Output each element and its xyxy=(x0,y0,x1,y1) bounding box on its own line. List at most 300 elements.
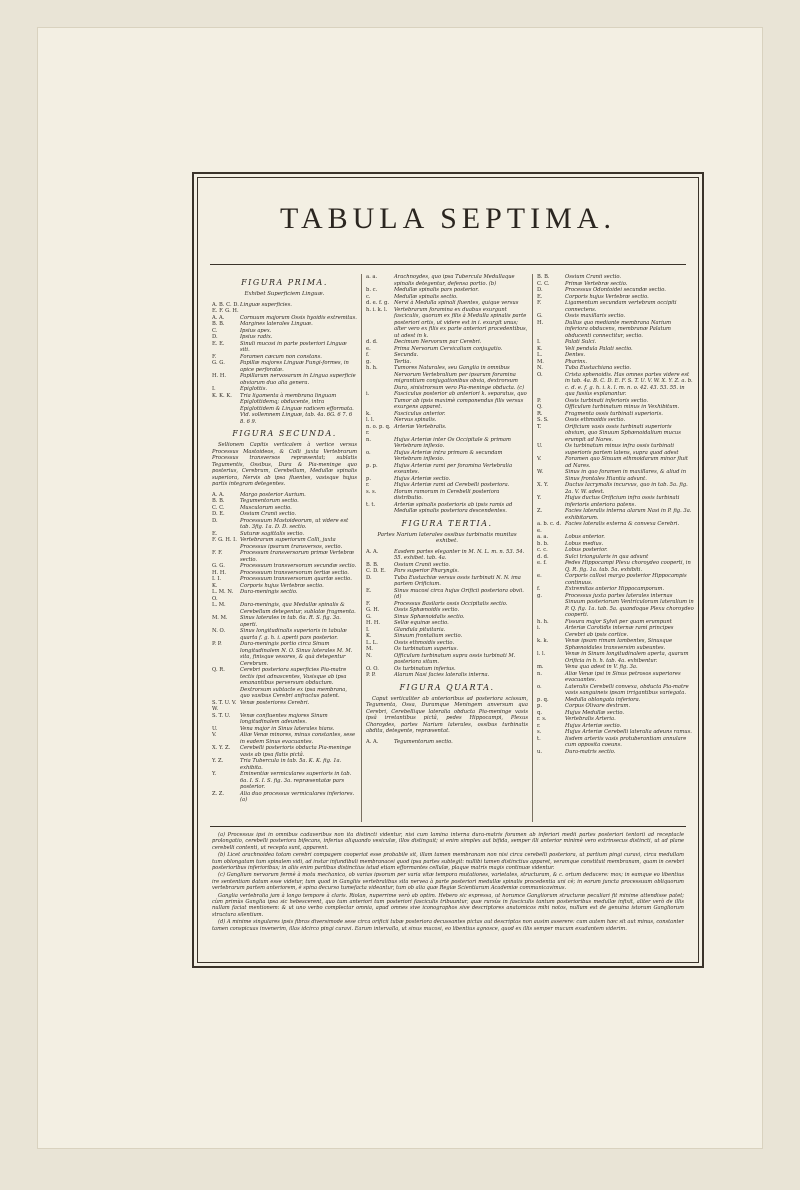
legend-text: Margines laterales Linguæ. xyxy=(240,321,313,328)
legend-text: Arteriæ spinalis posterioris ab ipsis ramis ad Medullæ spinalis posteriora descendentes. xyxy=(394,501,513,514)
legend-text: Arteriæ Vertebralis. xyxy=(394,423,447,430)
legend-key: B. B. xyxy=(537,274,550,280)
legend-key: g. xyxy=(537,592,542,599)
legend-entry xyxy=(366,463,528,476)
legend-text: Hujus ductus Orificium infra ossis turbinati inferioris anteriora patens. xyxy=(565,495,680,508)
legend-text: Tumores Naturales, seu Ganglia in omnibus Nervorum Vertebralium per ipsarum foramina migrantium conjugationibus obvia, dextrorsum Dura, sinistrorsum vero Pia-meninge obducta. (c) xyxy=(394,365,525,391)
figura-secunda-legend-continued xyxy=(366,274,528,515)
legend-key: W. xyxy=(537,469,544,475)
legend-text: Facies lateralis externa & convexa Cerebri. xyxy=(565,521,680,527)
legend-text: Ossis ethmoidis sectio. xyxy=(565,417,626,423)
legend-entry xyxy=(212,373,357,386)
legend-text: Dentes. xyxy=(565,352,586,358)
legend-key: H. H. xyxy=(212,373,226,380)
legend-text: Dura-meningis, qua Medullæ spinalis & Cerebellum detegentur, sublatæ fragmenta. xyxy=(240,602,356,615)
footnote-paragraph: Ganglia vertebralia jam à longo tempore à claris. Riolan, nuperrime verò ab optim. Hebero sic expressa, ut horumce Gangliorum structuræ peculiari fit minime attendisse patet; cùm primùs Ganglia ipsa sic hebescerent, quo tum anteriori tum posteriori fasciculis tribuuntur, quæ rursùs in fasciculis tantum posterioribus medullæ infixit, aliter verò de illis nullam faciat mentionem: & ut uno verbo complectar omnia, apud omnes sive iconographos sive descriptores anatomicos mihi notos, nullum est de genuina istorum Gangliorum structura silentium. xyxy=(212,892,684,918)
legend-text: Officulum turbinatum minus in Vexhibitum. xyxy=(565,404,680,410)
legend-key: n. xyxy=(537,670,542,677)
legend-entry xyxy=(537,320,694,340)
legend-text: Medulla oblongata inferiora. xyxy=(565,696,641,703)
legend-key: e. xyxy=(537,573,542,579)
legend-key: h. h. xyxy=(537,618,549,625)
legend-entry xyxy=(537,684,694,697)
legend-text: Ossis Sphænoidis sectio. xyxy=(394,607,460,614)
legend-key: p. q. xyxy=(537,696,549,703)
legend-entry xyxy=(366,437,528,450)
footnote-paragraph: (b) Licet arachnoidea totam cerebri compagem cooperiat esse probabile sit, illam tamen membranam non nisi circa cerebelli posteriora, ut partium pingi curavi, circa medullam tum oblongatam tum spinalem vidi, ad instar infundibuli membranacei quod ipsa partes subtegit: nullibi tamen distinctius apparet, veramque constituit membranam, quam in cerebri posterioribus inferioribus; in aliis enim partibus distinctius istud etiam efformantes cellulæ, plaque matris magis continuæ videntur. xyxy=(212,852,684,872)
legend-text: Tria Tubercula in tab. 5a. K. K. fig. 1a. exhibita. xyxy=(240,758,342,771)
legend-text: Venæ in Sinum longitudinalem aperta, quarum Orificia in h. h. tab. 4a. exhibentur. xyxy=(565,651,689,664)
legend-text: Crista sphenoidis. Has omnes partes videre est in tab. 4a. B. C. D. E. F. S. T. U. V. W. X. Y. Z. a. b. c. d. e. f. g. h. i. k. l. m. n. o. 42. 43. 53. 55. in qua fusiùs explanantur. xyxy=(565,371,693,397)
legend-entry xyxy=(537,573,694,586)
legend-key: Y. xyxy=(537,495,542,501)
legend-text: Hujus Medullæ sectio. xyxy=(565,709,625,716)
legend-entry xyxy=(366,739,528,746)
legend-key: X. Y. xyxy=(537,482,549,488)
legend-text: Dura-matris sectio. xyxy=(565,748,616,755)
footnotes xyxy=(212,832,684,952)
legend-key: n. o. p. q. r. xyxy=(366,423,391,436)
legend-key: c. c. xyxy=(537,547,548,553)
legend-key: M. xyxy=(366,646,373,653)
legend-key: N. xyxy=(366,652,372,659)
legend-key: A. A. xyxy=(212,491,225,498)
legend-text: Papillæ majores Linguæ Fungi-formes, in apice perforatæ. xyxy=(240,360,349,373)
legend-key: p. p. xyxy=(366,462,378,469)
legend-text: Tuba Eustachiana sectio. xyxy=(565,365,631,371)
legend-text: Tertia. xyxy=(394,358,412,365)
legend-key: A. A. xyxy=(366,738,379,745)
legend-text: Sinuli mucosi in parte posteriori Linguæ siti. xyxy=(240,340,347,354)
figura-prima-legend xyxy=(212,302,357,426)
legend-key: C. C. xyxy=(212,504,225,511)
legend-text: Ductus lacrymalis incurvus, quo in tab. 5a. fig. 2a. V. W. adest. xyxy=(565,482,688,495)
legend-entry xyxy=(537,638,694,651)
legend-key: O. xyxy=(537,371,543,378)
legend-text: Lateralis Cerebelli convexa, obducta Pia-matre vasis sanguineis ipsam irrigantibus variegata. xyxy=(565,683,689,696)
legend-text: Sinus in quo foramen in maxillares, & aliud in Sinus frontales Hiantia adsunt. xyxy=(565,469,687,482)
legend-key: C. C. xyxy=(537,280,550,287)
legend-key: N. xyxy=(537,365,543,371)
legend-key: d. e. f. g. h. i. k. l. xyxy=(366,300,389,313)
legend-key: r. xyxy=(366,482,370,488)
legend-text: Vertebrarum superiorum Colli, juxta Processus ipsarum transversos, sectio. xyxy=(240,537,343,550)
legend-text: Tuba Eustachiæ versus ossis turbinati N. N. ima partem Orificium. xyxy=(394,574,521,588)
legend-entry xyxy=(366,653,528,666)
legend-text: Sinuum frontalium sectio. xyxy=(394,633,463,640)
legend-text: Processus Basilaris ossis Occipitalis sectio. xyxy=(394,600,508,607)
legend-text: Processus Odontoidei secundæ sectio. xyxy=(565,287,666,293)
plate-frame xyxy=(192,172,704,968)
legend-text: Sulci triangularis in qua adsunt xyxy=(565,553,649,560)
legend-key: Q. R. xyxy=(212,667,225,674)
legend-entry xyxy=(212,791,357,804)
legend-key: m. xyxy=(537,664,544,670)
legend-key: l. l. xyxy=(366,417,375,423)
legend-text: Cerebri posteriora superficies Pia-matre tectis ipsi adnascentes, Vasisque ab ipsa emanantibus perversum obductum. Dextrorsum subtacte ex ipsa membrana, quo vasibus Cerebri anfractus patent. xyxy=(240,667,348,700)
legend-key: Y. Z. xyxy=(212,758,224,765)
legend-text: Sinus longitudinalis superioris in tabulæ quarta f. g. h. i. aperti pars posterior. xyxy=(240,628,347,641)
legend-text: Arachnoydes, quo ipsa Tubercula Medullaque spinalis detegentur, defensa portio. (b) xyxy=(394,274,515,287)
legend-entry xyxy=(212,393,357,426)
legend-text: Hujus Arteriæ sectio. xyxy=(394,475,451,482)
legend-key: D. E. xyxy=(212,511,225,518)
legend-text: Alarum Nasi facies lateralis interna. xyxy=(394,672,490,679)
legend-text: Processuum transversorum secundæ sectio. xyxy=(240,563,357,570)
legend-entry xyxy=(366,588,528,601)
legend-key: X. Y. Z. xyxy=(212,745,231,752)
legend-key: T. xyxy=(537,423,542,430)
legend-text: Hujus Arteriæ Cerebelli lateralia adeuns ramus. xyxy=(565,729,692,735)
legend-text: Lobus posterior. xyxy=(565,547,608,553)
legend-key: b. c. xyxy=(366,287,378,293)
legend-key: I. xyxy=(366,626,370,633)
legend-text: Ossium Cranii sectio. xyxy=(565,274,622,280)
legend-text: Palati Sulci. xyxy=(565,339,597,345)
legend-key: B. B. xyxy=(212,498,225,505)
legend-entry xyxy=(366,502,528,515)
legend-key: H. H. xyxy=(366,620,380,627)
legend-key: K. xyxy=(537,345,543,352)
legend-text: Veli pendula Palati sectio. xyxy=(565,345,633,352)
legend-entry xyxy=(366,575,528,588)
legend-text: Hujus Arteriæ rami per foramina Vertebralia exeuntes. xyxy=(394,462,513,475)
legend-text: Tegumentorum sectio. xyxy=(240,498,299,505)
figura-prima-heading: FIGURA PRIMA. xyxy=(241,278,328,287)
legend-entry xyxy=(537,424,694,444)
legend-entry xyxy=(537,651,694,664)
legend-key: V. xyxy=(212,732,217,739)
legend-key: L. M. N. O. xyxy=(212,589,234,602)
legend-text: Facies lateralis interna alarum Nasi in P. fig. 3a. exhibitarum. xyxy=(565,508,692,521)
legend-text: Processus juxta partes laterales internas Sinuum posteriorum Ventriculorum lateralium in P. Q. fig. 1a. tab. 5a. quandoque Plexu choroydeo cooperti. xyxy=(565,592,694,618)
legend-text: Secunda. xyxy=(394,352,419,358)
legend-key: o. xyxy=(537,683,542,690)
legend-key: Z. xyxy=(537,508,543,514)
legend-text: Suturæ sagittalis sectio. xyxy=(240,530,305,537)
legend-key: a. a. xyxy=(537,534,549,540)
legend-key: r. s. xyxy=(537,716,547,722)
legend-text: Os turbinatum superius. xyxy=(394,646,459,653)
legend-text: Hujus Arteriæ sectio. xyxy=(565,722,622,729)
legend-key: I. xyxy=(537,339,541,345)
legend-entry xyxy=(537,625,694,638)
legend-text: Sinus laterales in tab. 6a. R. S. fig. 3a. aperti. xyxy=(240,615,341,628)
legend-text: Fragmenta ossis turbinati superioris. xyxy=(565,410,663,417)
legend-key: e. xyxy=(366,345,371,352)
legend-key: V. xyxy=(537,456,542,462)
legend-entry xyxy=(366,549,528,562)
column-divider xyxy=(361,274,362,822)
legend-text: Sellæ equinæ sectio. xyxy=(394,620,449,627)
legend-text: Linguæ superficies. xyxy=(240,301,292,308)
legend-entry xyxy=(212,302,357,315)
legend-key: F. xyxy=(537,300,542,306)
figura-secunda-intro: Sellionem Capitis verticalem à vertice versus Processus Mastoideos, & Colli juxta Vertebrarum Processus transversos repræsentat; sublatis Tegumentis, Ossibus, Dura & Pia-meninge quo posterius, Cerebrum, Cerebellum, Medullæ spinalis superiora, Nervis ab ipsa fluentes, vasisque hujus partis integram detegentes. xyxy=(212,442,357,488)
figura-quarta-legend xyxy=(366,739,528,746)
legend-key: a. a. xyxy=(366,274,378,280)
figura-tertia-heading: FIGURA TERTIA. xyxy=(401,518,493,528)
title-rule xyxy=(210,264,686,265)
legend-key: U. xyxy=(537,443,543,449)
legend-text: Nervus spinalis. xyxy=(394,417,437,423)
legend-text: Fissura major Sylvii per quam erumpunt xyxy=(565,618,672,625)
legend-key: q. xyxy=(537,709,542,716)
legend-entry xyxy=(212,615,357,628)
legend-key: S. S. xyxy=(537,417,549,423)
legend-text: Fasciculus anterior. xyxy=(394,410,446,417)
legend-text: Nervi à Medulla spinali fluentes, quique versus Vertebrarum foramina ex duabus exurgunt fasciculis, quorum ex filis à Medulla spinalis parte posteriori ortis, ut videre est in i. exurgit unus; alter vero ex filis ex parte anteriori procedentibus, ut adest in k. xyxy=(394,300,528,339)
legend-key: A. A. xyxy=(366,548,379,555)
plate-title: TABULA SEPTIMA. xyxy=(280,202,616,235)
legend-key: H. xyxy=(537,319,544,326)
legend-text: Venæ ipsam rimam lambentes, Sinusque Sphænoidales transversim subeuntes. xyxy=(565,638,673,651)
legend-text: Ligamentum secundam vertebram occipiti connectens. xyxy=(565,300,677,313)
legend-text: Venæ confluentes majores Sinum longitudinalem adeuntes. xyxy=(240,712,328,726)
legend-text: Medullæ spinalis pars posterior. xyxy=(394,287,479,293)
legend-text: Cerebelli posterioris obducta Pia-meninge vasis ab ipsa flatis pictâ. xyxy=(240,745,352,758)
legend-entry xyxy=(537,372,694,398)
legend-text: Corpus Olivare dextrum. xyxy=(565,703,631,709)
figura-quarta-heading: FIGURA QUARTA. xyxy=(399,682,495,692)
legend-key: e. f. xyxy=(537,560,547,566)
legend-text: Aliæ Venæ minores, minus constantes, sese in eadem Sinus evacuantes. xyxy=(240,732,356,745)
legend-key: E. xyxy=(366,587,372,594)
legend-text: Ossium Cranii sectio. xyxy=(394,561,451,568)
legend-text: Aliæ Venæ ipsi in Sinus petrosos superiores evacuantes. xyxy=(565,670,681,683)
legend-text: Venæ posteriores Cerebri. xyxy=(240,699,310,706)
legend-text: Glandula pituitaria. xyxy=(394,626,446,633)
legend-text: Arteriæ Carotidis internæ rami principes Cerebri ab ipsis cortice. xyxy=(565,625,674,638)
legend-entry xyxy=(212,713,357,726)
legend-key: r. xyxy=(537,722,541,729)
legend-key: n. xyxy=(366,436,371,443)
legend-key: N. O. xyxy=(212,628,226,635)
legend-key: H. H. xyxy=(212,569,226,576)
legend-entry xyxy=(366,450,528,463)
legend-key: E. xyxy=(212,530,218,537)
legend-key: k. k. xyxy=(537,638,549,644)
legend-key: U. xyxy=(212,725,218,732)
legend-key: u. xyxy=(537,748,542,755)
legend-key: F. G. H. I. xyxy=(212,537,237,544)
legend-text: Ossis turbinati inferioris sectio. xyxy=(565,397,649,404)
legend-text: Prima Nervorum Cervicalium conjugatio. xyxy=(394,345,503,352)
legend-key: s. s. xyxy=(366,488,377,495)
legend-key: G. xyxy=(366,613,372,620)
figura-prima-intro: Exhibet Superficiem Linguæ. xyxy=(244,291,325,297)
legend-key: l. l. xyxy=(537,651,546,657)
legend-key: I. I. xyxy=(212,576,222,583)
legend-text: Medullæ spinalis sectio. xyxy=(394,293,458,300)
legend-entry xyxy=(537,482,694,495)
legend-key: p. xyxy=(537,703,542,709)
legend-text: Corporis callosi margo posterior Hippocampis continuus. xyxy=(565,573,687,586)
legend-key: f. xyxy=(366,352,370,358)
legend-key: L. M. xyxy=(212,602,226,609)
legend-text: Tria ligamenta à membrana linguam Epiglottidemq; obducente, intra Epiglottidem & Linguæ radicem efformata. Vid. sollemnem Linguæ, tab. 4a. 6G. 6 7. 6 8. 6 9. xyxy=(240,392,354,425)
legend-key: B. B. xyxy=(212,321,225,328)
legend-entry xyxy=(366,300,528,339)
figura-quarta-intro: Caput verticaliter ab anterioribus ad posteriora scissum, Tegumenta, Ossa, Duramque Meningem anversum qua Cerebri, Cerebellique lateralia obducta Pia-meninge vasis ipsâ irretantibus pictâ, pedes Hippocampi, Plexus Choroydes, partes Narium laterales, ossibus turbinatis abdita, detegente, repræsentat. xyxy=(366,695,528,735)
legend-key: K. xyxy=(366,633,372,640)
legend-text: Epiglottis. xyxy=(240,386,268,393)
legend-entry xyxy=(537,300,694,313)
legend-text: Musculorum sectio. xyxy=(240,504,292,511)
legend-key: S. T. U. V. W. xyxy=(212,699,237,713)
legend-key: I. xyxy=(212,386,216,393)
legend-entry xyxy=(212,700,357,713)
column-divider xyxy=(532,274,533,822)
legend-entry xyxy=(212,732,357,745)
legend-text: Ipsius apex. xyxy=(240,327,272,334)
legend-key: S. T. U. xyxy=(212,712,231,719)
legend-key: E. xyxy=(537,293,543,300)
legend-key: b. b. xyxy=(537,540,549,547)
legend-entry xyxy=(537,469,694,482)
legend-key: R. xyxy=(537,410,543,417)
legend-key: h. h. xyxy=(366,365,378,371)
legend-entry xyxy=(366,274,528,287)
legend-entry xyxy=(212,360,357,373)
legend-key: A. A. xyxy=(212,314,225,321)
legend-text: Easdem partes eleganter in M. N. L. m. n. 53. 54. 55. exhibet. tab. 4a. xyxy=(394,548,525,562)
legend-text: Lobus medius. xyxy=(565,540,604,547)
legend-entry xyxy=(212,602,357,615)
legend-text: Corporis hujus Vertebræ sectio. xyxy=(565,293,649,300)
legend-key: D. xyxy=(212,517,218,524)
legend-entry xyxy=(366,424,528,437)
legend-text: Extremitas anterior Hippocamporum. xyxy=(565,586,665,592)
legend-entry xyxy=(537,443,694,456)
legend-text: Orificium vasis ossis turbinati superioris obvium, quo Sinuum Sphænoidalium mucus erumpit ad Nares. xyxy=(565,423,681,443)
legend-key: k. xyxy=(366,410,371,417)
legend-entry xyxy=(537,508,694,521)
legend-text: Tegumentorum sectio. xyxy=(394,738,453,745)
legend-text: Corporis hujus Vertebræ sectio. xyxy=(240,582,324,589)
notes-rule xyxy=(210,826,686,827)
legend-key: Z. Z. xyxy=(212,790,224,797)
legend-entry xyxy=(212,745,357,758)
legend-text: Vena major in Sinus laterales hians. xyxy=(240,725,335,732)
legend-key: A. B. C. D. E. F. G. H. xyxy=(212,301,239,315)
legend-entry xyxy=(212,667,357,700)
legend-key: P. P. xyxy=(212,641,222,648)
legend-entry xyxy=(212,537,357,550)
legend-text: Processuum transversorum tertiæ sectio. xyxy=(240,569,349,576)
legend-key: F. xyxy=(212,353,217,360)
legend-key: G. H. xyxy=(366,607,380,614)
legend-text: Ossium Cranii sectio. xyxy=(240,511,297,518)
legend-entry xyxy=(366,672,528,679)
legend-key: O. O. xyxy=(366,665,379,672)
legend-entry xyxy=(212,518,357,531)
legend-key: L. L. xyxy=(366,639,378,646)
legend-entry xyxy=(212,771,357,791)
legend-key: d. d. xyxy=(366,339,378,345)
legend-key: G. G. xyxy=(212,360,225,367)
legend-key: M. xyxy=(537,358,544,365)
legend-entry xyxy=(537,495,694,508)
legend-text: Pharinx. xyxy=(565,358,587,365)
legend-text: Horum ramorum in Cerebelli posteriora distributio. xyxy=(394,488,500,501)
legend-text: Vena qua adest in V. fig. 3a. xyxy=(565,664,638,670)
legend-key: i. xyxy=(537,625,541,631)
legend-text: Os turbinatum inferius. xyxy=(394,665,456,672)
legend-entry xyxy=(212,628,357,641)
legend-key: P. P. xyxy=(366,672,376,679)
legend-key: K. xyxy=(212,582,218,589)
legend-key: f. xyxy=(537,586,541,592)
legend-key: C. xyxy=(212,327,218,334)
footnote-paragraph: (c) Ganglium nervorum fermè à motu mechanico, ob varias ipsorum per varia vitæ tempora mutationes, varietates, structuram, & c. ortum deducere: mox; in eamque eo libentius ire sententiam datum esse videtur, tum quod in Gangliis vertebralibus sita nervea à parte posteriori medullæ spinalis procedentia uni cè; in eorum juncta processuum obliquorum vertebrarum partem anteriorem, è spina decurso tumefacta videantur, tum ob alia quæ Regiæ Scientiarum Academiæ communicavimus. xyxy=(212,872,684,892)
legend-key: c. xyxy=(366,293,371,300)
legend-text: Processuum Mastoideorum, ut videre est tab. 3fig. 1a. D. D. sectio. xyxy=(240,517,349,531)
legend-text: Primæ Vertebræ sectio. xyxy=(565,280,628,287)
column-left xyxy=(212,274,357,822)
legend-entry xyxy=(212,341,357,354)
legend-key: p. xyxy=(366,475,371,482)
legend-text: Processuum transversorum quartæ sectio. xyxy=(240,576,352,583)
legend-text: Processum transversorum primæ Vertebræ sectio. xyxy=(240,550,355,563)
figura-tertia-intro: Partes Narium laterales ossibus turbinatis munitas exhibet. xyxy=(377,531,517,545)
legend-key: F. F. xyxy=(212,550,223,557)
legend-key: s. xyxy=(537,729,542,735)
legend-entry xyxy=(366,365,528,391)
footnote-paragraph: (a) Processus ipsi in omnibus cadaveribus non ita distincti videntur, nisi cum lamina interna dura-matris foramen ab inferiori medii partes posteriori tentorii ad receptacle prolongatio, cerebelli posteriora bifecans, inferius aliquando vesiculæ, illos distinguit; si enim simplex aut bifida, semper illi anterior minimè vero extrinsecus distincti, ut ad plane cerebelli contenti, ut recepta sunt, apparent. xyxy=(212,832,684,851)
legend-text: Vertebralis Arteria. xyxy=(565,716,616,722)
legend-text: Foramen quo Sinuum ethmoidarum minor fluit ad Nares. xyxy=(565,456,688,469)
legend-text: Lobus anterior. xyxy=(565,534,605,540)
legend-key: t. xyxy=(537,735,541,742)
legend-key: i. xyxy=(366,391,370,397)
legend-text: Papillarum nervosarum in Lingua superficie obviarum duo alia genera. xyxy=(240,373,356,386)
legend-key: t. t. xyxy=(366,501,376,508)
legend-entry xyxy=(212,589,357,602)
legend-text: Ipsius radix. xyxy=(240,334,273,341)
legend-entry xyxy=(366,391,528,411)
legend-key: D. xyxy=(366,574,372,581)
legend-entry xyxy=(537,521,694,534)
legend-key: o. xyxy=(366,449,371,456)
figura-secunda-heading: FIGURA SECUNDA. xyxy=(232,429,337,439)
legend-text: Eminentiæ vermiculares superioris in tab. 6a. I. S. I. S. fig. 3a. repræsentatæ pars posterior. xyxy=(240,771,352,791)
legend-entry xyxy=(366,489,528,502)
legend-text: Margo posterior Aurium. xyxy=(240,491,306,498)
legend-entry xyxy=(212,758,357,771)
legend-text: Pedes Hippocampi Plexu choroydeo cooperti, in Q. R. fig. 1a. tab. 5a. exhibiti. xyxy=(565,560,691,573)
legend-key: D. xyxy=(212,334,218,341)
legend-entry xyxy=(537,456,694,469)
footnote-paragraph: (d) A minime singulares ipsis fibras diversimode sese circa orificii tubæ posteriora decussantes pictas aut descriptas non ausim asserere: cum autem hæc sit aut minus, constanter tamen conspicuas invenerim, illas idcirco pingi curavi. Earum intervalla, ut sinus mucosi, eo libentius agnosce, quod ex illis semper mucum exudantem viderim. xyxy=(212,919,684,932)
legend-text: Sinus mucosi circa hujus Orificii posteriora obvii.(d) xyxy=(394,587,524,601)
legend-text: Hujus Arteriæ inter Os Occipitale & primam Vertebram inflexio. xyxy=(394,436,511,449)
legend-key: B. B. xyxy=(366,561,379,568)
column-right xyxy=(537,274,694,822)
legend-entry xyxy=(537,671,694,684)
legend-text: Officulum turbinatum supra ossis turbinati M. posteriora situm. xyxy=(394,652,516,666)
legend-key: K. K. K. xyxy=(212,392,232,399)
legend-text: Ossis ethmoidis sectio. xyxy=(394,639,455,646)
legend-text: Dura-meningis sectio. xyxy=(240,589,298,596)
legend-text: Alia duo processus vermiculares inferiores. (a) xyxy=(240,790,355,804)
legend-key: F. xyxy=(366,600,371,607)
legend-text: Iisdem arteriis vasis protuberantiam annulare cum opposita coeuns. xyxy=(565,735,687,748)
legend-key: G. G. xyxy=(212,563,225,570)
legend-text: Os turbinatum minus infra ossis turbinati superioris partem latens, supra quod adest xyxy=(565,443,679,456)
legend-entry xyxy=(537,593,694,619)
legend-key: d. d. xyxy=(537,553,549,560)
